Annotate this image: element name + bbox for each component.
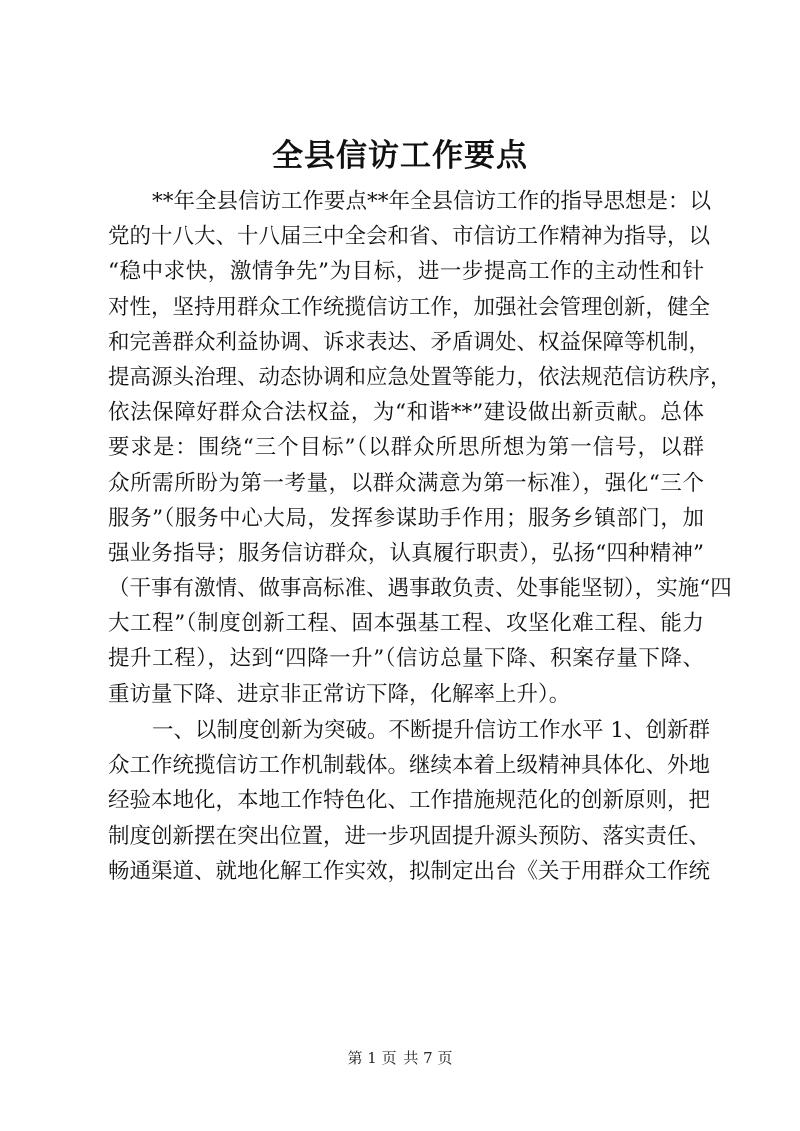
text-line: **年全县信访工作要点**年全县信访工作的指导思想是：以 [152, 189, 712, 214]
page-footer [0, 1048, 800, 1068]
text-line: 一、以制度创新为突破。不断提升信访工作水平 1、创新群 [152, 718, 711, 743]
text-line: “稳中求快，激情争先”为目标，进一步提高工作的主动性和针 [108, 259, 704, 285]
paragraph-intro [108, 184, 732, 712]
text-line: 对性，坚持用群众工作统揽信访工作，加强社会管理创新，健全 [108, 294, 711, 320]
text-line: 提高源头治理、动态协调和应急处置等能力，依法规范信访秩序， [108, 364, 732, 390]
text-line: 制度创新摆在突出位置，进一步巩固提升源头预防、落实责任、 [108, 823, 711, 849]
text-line: （干事有激情、做事高标准、遇事敢负责、处事能坚韧），实施“四 [108, 576, 732, 602]
text-line: 众工作统揽信访工作机制载体。继续本着上级精神具体化、外地 [108, 753, 711, 779]
text-line: 党的十八大、十八届三中全会和省、市信访工作精神为指导，以 [108, 224, 711, 250]
text-line: 要求是：围绕“三个目标”（以群众所思所想为第一信号，以群 [108, 435, 704, 461]
page-number: 第 1 页 [347, 1049, 397, 1067]
text-line: 众所需所盼为第一考量，以群众满意为第一标准），强化“三个 [108, 470, 704, 496]
text-line: 畅通渠道、就地化解工作实效，拟制定出台《关于用群众工作统 [108, 858, 711, 884]
text-line: 依法保障好群众合法权益，为“和谐**”建设做出新贡献。总体 [108, 400, 704, 426]
text-line: 服务”（服务中心大局，发挥参谋助手作用；服务乡镇部门，加 [108, 505, 704, 531]
text-line: 和完善群众利益协调、诉求表达、矛盾调处、权益保障等机制， [108, 329, 711, 355]
paragraph-section-one [108, 713, 711, 889]
text-line: 经验本地化，本地工作特色化、工作措施规范化的创新原则，把 [108, 788, 711, 814]
text-line: 提升工程），达到“四降一升”（信访总量下降、积案存量下降、 [108, 646, 704, 672]
text-line: 重访量下降、进京非正常访下降，化解率上升）。 [108, 681, 571, 707]
document-title: 全县信访工作要点 [272, 138, 528, 174]
page-total: 共 7 页 [403, 1049, 453, 1067]
text-line: 大工程”（制度创新工程、固本强基工程、攻坚化难工程、能力 [108, 611, 704, 637]
text-line: 强业务指导；服务信访群众，认真履行职责），弘扬“四种精神” [108, 540, 704, 566]
